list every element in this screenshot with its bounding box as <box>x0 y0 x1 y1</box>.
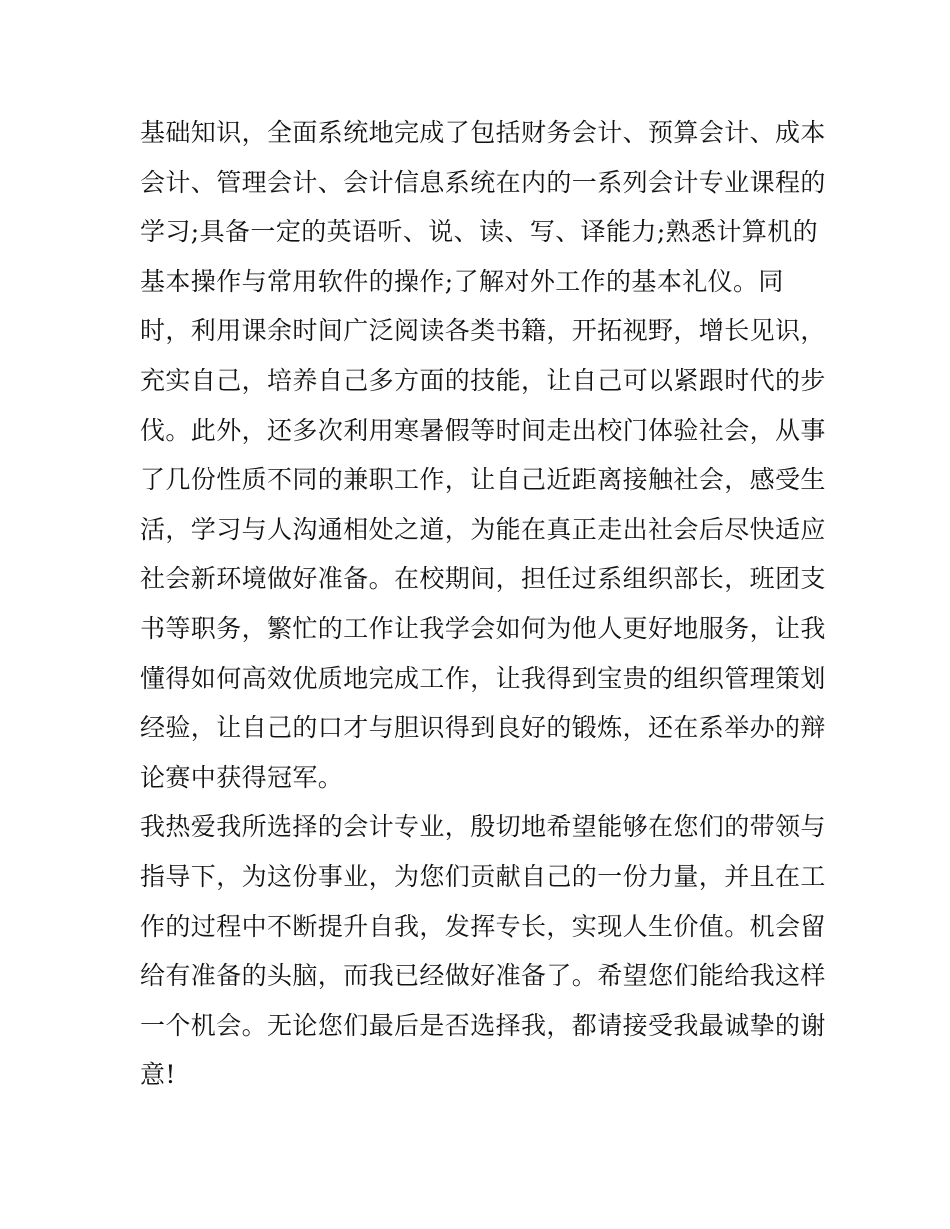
text-line: 基础知识，全面系统地完成了包括财务会计、预算会计、成本 <box>140 118 826 147</box>
body-text <box>140 108 826 1100</box>
text-line: 时，利用课余时间广泛阅读各类书籍，开拓视野，增长见识， <box>140 316 826 346</box>
text-line: 社会新环境做好准备。在校期间，担任过系组织部长，班团支 <box>140 564 826 594</box>
text-line: 意! <box>140 1060 176 1090</box>
text-line: 经验，让自己的口才与胆识得到良好的锻炼，还在系举办的辩 <box>140 713 826 743</box>
text-line: 论赛中获得冠军。 <box>140 762 344 792</box>
text-line: 指导下，为这份事业，为您们贡献自己的一份力量，并且在工 <box>140 861 826 891</box>
text-line: 充实自己，培养自己多方面的技能，让自己可以紧跟时代的步 <box>140 365 826 395</box>
text-line: 懂得如何高效优质地完成工作，让我得到宝贵的组织管理策划 <box>140 663 826 693</box>
text-line: 给有准备的头脑，而我已经做好准备了。希望您们能给我这样 <box>140 961 826 991</box>
text-line: 书等职务，繁忙的工作让我学会如何为他人更好地服务，让我 <box>140 613 826 643</box>
text-line: 学习;具备一定的英语听、说、读、写、译能力;熟悉计算机的 <box>140 217 819 247</box>
text-line: 了几份性质不同的兼职工作，让自己近距离接触社会，感受生 <box>140 465 826 495</box>
text-line: 基本操作与常用软件的操作;了解对外工作的基本礼仪。同 <box>140 266 784 296</box>
text-line: 伐。此外，还多次利用寒暑假等时间走出校门体验社会，从事 <box>140 415 826 445</box>
text-line: 活，学习与人沟通相处之道，为能在真正走出社会后尽快适应 <box>140 514 826 544</box>
text-line: 作的过程中不断提升自我，发挥专长，实现人生价值。机会留 <box>140 911 826 941</box>
text-line: 一个机会。无论您们最后是否选择我，都请接受我最诚挚的谢 <box>140 1010 826 1040</box>
text-line: 我热爱我所选择的会计专业，殷切地希望能够在您们的带领与 <box>140 812 826 842</box>
text-line: 会计、管理会计、会计信息系统在内的一系列会计专业课程的 <box>140 167 826 197</box>
